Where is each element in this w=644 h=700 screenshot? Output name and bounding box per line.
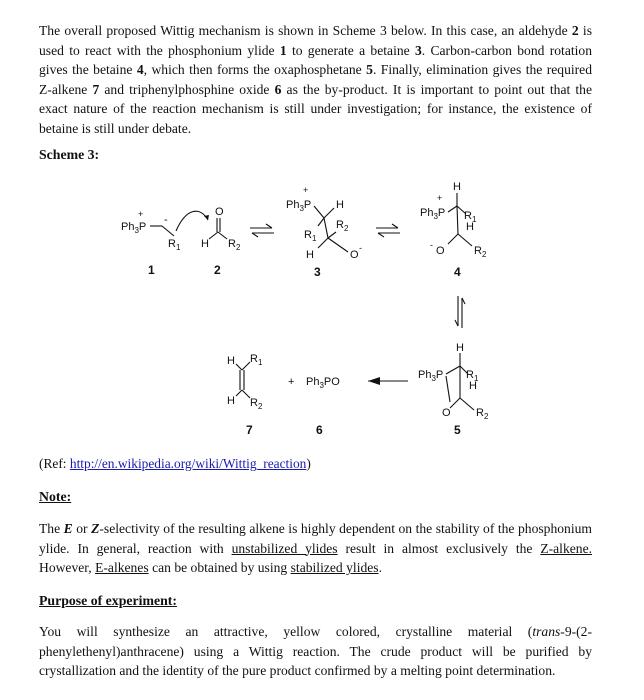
betaine-4-charge: + bbox=[437, 193, 443, 203]
compound-4-betaine bbox=[420, 181, 487, 259]
unstabilized-ylides: unstabilized ylides bbox=[231, 540, 338, 556]
wittig-mechanism-scheme bbox=[100, 176, 610, 448]
compound-number-4: 4 bbox=[454, 265, 461, 279]
intro-text-5: , which then forms the oxaphosphetane bbox=[143, 62, 367, 78]
betaine-4-h-top: H bbox=[453, 181, 461, 193]
e-selectivity: E bbox=[63, 521, 73, 536]
intro-text-7: and triphenylphosphine oxide bbox=[99, 81, 275, 97]
ph3p-label-3: $Ph_3P$ bbox=[286, 199, 312, 213]
purpose-text-1: You will synthesize an attractive, yellow colored, crystalline material ( bbox=[39, 624, 533, 639]
r1-label-5: $R_1$ bbox=[466, 369, 479, 383]
note-text-2: or bbox=[72, 521, 92, 536]
intro-text-1: The overall proposed Wittig mechanism is shown in Scheme 3 below. In this case, an aldehyde bbox=[39, 23, 572, 38]
r1-label-3: $R_1$ bbox=[304, 229, 317, 243]
trans-term: trans bbox=[532, 624, 561, 639]
compound-number-5: 5 bbox=[454, 423, 461, 437]
stabilized-ylides: stabilized ylides bbox=[290, 560, 379, 576]
intro-text-8: as the by-product. It is important to point out that the exact nature of the reaction mechanism is still under investigation; for instance, the existence of betaine is still under debate. bbox=[39, 81, 592, 136]
equilibrium-arrow-vertical bbox=[455, 296, 465, 328]
betaine-3-charge: + bbox=[303, 185, 309, 195]
intro-text-4: . Carbon-carbon bond rotation gives the betaine bbox=[39, 42, 593, 78]
ph3p-label-4: $Ph_3P$ bbox=[420, 207, 446, 221]
note-text-5: However, bbox=[39, 560, 96, 576]
r2-label-4: $R_2$ bbox=[474, 245, 487, 259]
intro-text-6: . Finally, elimination gives the required Z-alkene bbox=[39, 62, 593, 97]
compound-ref-6: 6 bbox=[274, 81, 282, 97]
compound-3-betaine bbox=[286, 185, 362, 261]
equilibrium-arrow-1 bbox=[250, 224, 274, 237]
intro-text-2: is used to react with the phosphonium ylide bbox=[39, 23, 593, 58]
oxaphosphetane-oxygen: O bbox=[442, 407, 451, 419]
reference-line bbox=[39, 456, 311, 472]
purpose-paragraph bbox=[39, 622, 592, 681]
betaine-3-oxygen: O bbox=[350, 249, 359, 261]
betaine-4-oxygen: O bbox=[436, 245, 445, 257]
reference-prefix: (Ref: bbox=[39, 456, 70, 471]
compound-ref-5: 5 bbox=[366, 62, 373, 78]
aldehyde-h: H bbox=[201, 238, 209, 250]
curved-arrow-nucleophilic bbox=[176, 211, 208, 231]
reference-suffix: ) bbox=[306, 456, 311, 471]
betaine-3-h-bottom: H bbox=[306, 249, 314, 261]
note-text-7: . bbox=[378, 560, 382, 576]
e-alkenes-term: E-alkenes bbox=[95, 560, 149, 576]
r1-label-7: $R_1$ bbox=[250, 353, 263, 367]
compound-ref-7: 7 bbox=[92, 81, 100, 97]
scheme-title: Scheme 3: bbox=[39, 147, 100, 162]
z-alkene-term: Z-alkene. bbox=[540, 540, 593, 556]
alkene-h-bottom: H bbox=[227, 395, 235, 407]
purpose-text-2: -9-(2-phenylethenyl)anthracene) using a Wittig reaction. The crude product will be purified by crystallization and the identity of the pure product confirmed by a melting point determination. bbox=[39, 624, 592, 679]
ph3p-label-1: $Ph_3P$ bbox=[121, 221, 147, 235]
note-text-1: The bbox=[39, 521, 64, 536]
note-paragraph bbox=[39, 519, 592, 578]
oxaphosphetane-h-mid: H bbox=[469, 380, 477, 392]
r2-label-5: $R_2$ bbox=[476, 407, 489, 421]
betaine-4-o-charge: - bbox=[430, 240, 433, 250]
betaine-3-h-top: H bbox=[336, 199, 344, 211]
note-text-3: -selectivity of the resulting alkene is highly dependent on the stability of the phosphonium ylide. In general, reaction with bbox=[39, 521, 592, 556]
compound-ref-3: 3 bbox=[414, 42, 422, 58]
compound-ref-4: 4 bbox=[136, 62, 144, 78]
compound-number-7: 7 bbox=[246, 423, 253, 437]
betaine-4-h-mid: H bbox=[466, 221, 474, 233]
plus-sign: + bbox=[288, 376, 295, 388]
ph3p-label-5: $Ph_3P$ bbox=[418, 369, 444, 383]
compound-number-2: 2 bbox=[214, 263, 221, 277]
note-heading: Note: bbox=[39, 489, 72, 504]
alkene-h-top: H bbox=[227, 355, 235, 367]
r1-label-4: $R_1$ bbox=[464, 210, 477, 224]
phosphonium-charge: + bbox=[138, 209, 144, 219]
equilibrium-arrow-2 bbox=[376, 224, 400, 237]
r2-label-2: $R_2$ bbox=[228, 238, 241, 252]
compound-7-z-alkene bbox=[227, 353, 263, 411]
compound-number-3: 3 bbox=[314, 265, 321, 279]
r2-label-3: $R_2$ bbox=[336, 219, 349, 233]
ph3po-label: $Ph_3PO$ bbox=[306, 376, 340, 390]
carbanion-charge: - bbox=[164, 214, 168, 226]
note-text-6: can be obtained by using bbox=[148, 560, 291, 576]
intro-text-3: to generate a betaine bbox=[286, 42, 415, 58]
compound-5-oxaphosphetane bbox=[418, 342, 489, 421]
purpose-heading: Purpose of experiment: bbox=[39, 593, 177, 608]
r2-label-7: $R_2$ bbox=[250, 397, 263, 411]
compound-ref-2: 2 bbox=[571, 23, 579, 38]
intro-paragraph bbox=[39, 21, 592, 139]
compound-1-ylide bbox=[121, 209, 181, 252]
reaction-arrow bbox=[368, 377, 408, 385]
note-text-4: result in almost exclusively the bbox=[337, 540, 541, 556]
oxaphosphetane-h-top: H bbox=[456, 342, 464, 354]
r1-label-1: $R_1$ bbox=[168, 238, 181, 252]
reference-link[interactable]: http://en.wikipedia.org/wiki/Wittig_reaction bbox=[69, 456, 307, 471]
compound-number-1: 1 bbox=[148, 263, 155, 277]
z-selectivity: Z bbox=[91, 521, 100, 536]
compound-2-aldehyde bbox=[201, 206, 241, 252]
compound-ref-1: 1 bbox=[279, 42, 287, 58]
compound-number-6: 6 bbox=[316, 423, 323, 437]
betaine-3-o-charge: - bbox=[359, 243, 362, 253]
carbonyl-oxygen: O bbox=[215, 206, 224, 218]
